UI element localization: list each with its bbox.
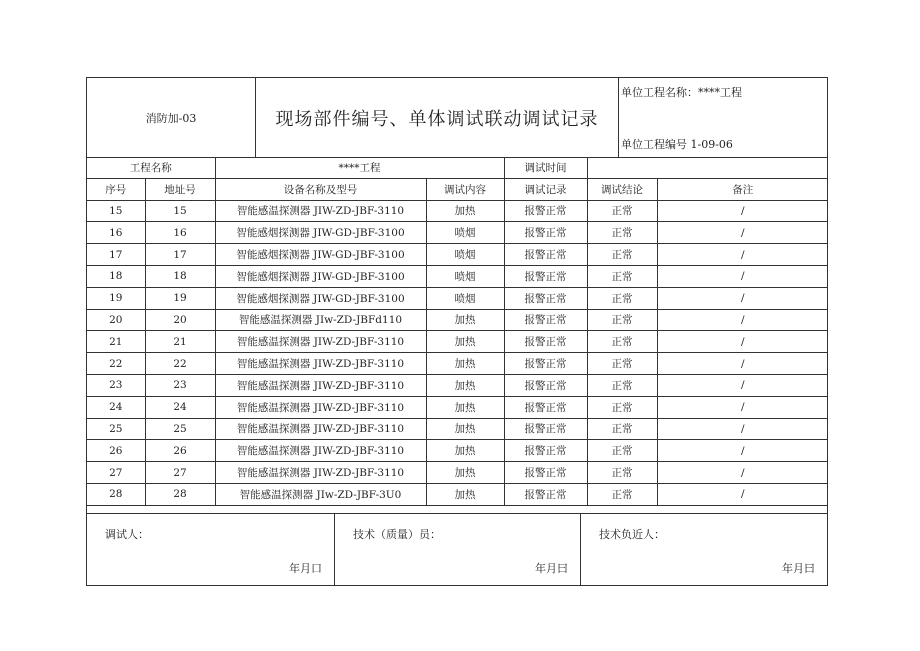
cell-record: 报警正常 — [504, 265, 587, 287]
tech-quality-date: 年月曰 — [535, 562, 568, 575]
cell-remark: / — [657, 200, 828, 222]
cell-conclusion: 正常 — [587, 222, 657, 244]
cell-remark: / — [657, 396, 828, 418]
unit-info — [619, 78, 827, 157]
cell-conclusion: 正常 — [587, 374, 657, 396]
project-name-value: ****工程 — [215, 157, 504, 178]
table-row — [87, 440, 828, 462]
form-title: 现场部件编号、单体调试联动调试记录 — [256, 78, 619, 157]
cell-seq: 20 — [87, 309, 145, 331]
cell-record: 报警正常 — [504, 418, 587, 440]
project-row — [87, 157, 828, 178]
cell-content: 加热 — [426, 200, 504, 222]
cell-conclusion: 正常 — [587, 331, 657, 353]
cell-content: 加热 — [426, 353, 504, 375]
table-row — [87, 331, 828, 353]
tech-lead-label: 技术负近人： — [599, 528, 665, 541]
cell-device: 智能感温探测器 JIw-ZD-JBFd110 — [215, 309, 426, 331]
col-header-seq: 序号 — [87, 178, 145, 200]
col-header-record: 调试记录 — [504, 178, 587, 200]
cell-conclusion: 正常 — [587, 440, 657, 462]
cell-seq: 18 — [87, 265, 145, 287]
col-header-remark: 备注 — [657, 178, 828, 200]
cell-content: 喷烟 — [426, 244, 504, 266]
record-form — [86, 77, 828, 586]
cell-seq: 16 — [87, 222, 145, 244]
cell-content: 喷烟 — [426, 265, 504, 287]
cell-remark: / — [657, 309, 828, 331]
cell-remark: / — [657, 440, 828, 462]
cell-device: 智能感温探测器 JIW-ZD-JBF-3110 — [215, 462, 426, 484]
cell-content: 加热 — [426, 309, 504, 331]
tester-signature — [87, 514, 335, 586]
cell-remark: / — [657, 265, 828, 287]
cell-seq: 17 — [87, 244, 145, 266]
cell-conclusion: 正常 — [587, 418, 657, 440]
cell-device: 智能感温探测器 JIw-ZD-JBF-3U0 — [215, 483, 426, 505]
cell-conclusion: 正常 — [587, 244, 657, 266]
cell-seq: 22 — [87, 353, 145, 375]
cell-content: 加热 — [426, 462, 504, 484]
table-row — [87, 462, 828, 484]
cell-record: 报警正常 — [504, 287, 587, 309]
project-name-label: 工程名称 — [87, 157, 215, 178]
cell-record: 报警正常 — [504, 222, 587, 244]
col-header-content: 调试内容 — [426, 178, 504, 200]
cell-conclusion: 正常 — [587, 462, 657, 484]
cell-record: 报警正常 — [504, 353, 587, 375]
cell-seq: 23 — [87, 374, 145, 396]
cell-address: 25 — [145, 418, 215, 440]
cell-content: 喷烟 — [426, 222, 504, 244]
cell-seq: 24 — [87, 396, 145, 418]
cell-device: 智能感温探测器 JIW-ZD-JBF-3110 — [215, 418, 426, 440]
table-row — [87, 200, 828, 222]
table-row — [87, 287, 828, 309]
unit-number: 单位工程编号 1-09-06 — [621, 138, 733, 151]
tester-date: 年月口 — [289, 562, 322, 575]
cell-record: 报警正常 — [504, 200, 587, 222]
cell-conclusion: 正常 — [587, 309, 657, 331]
cell-device: 智能感温探测器 JIW-ZD-JBF-3110 — [215, 374, 426, 396]
cell-device: 智能感温探测器 JIW-ZD-JBF-3110 — [215, 353, 426, 375]
cell-content: 加热 — [426, 440, 504, 462]
cell-seq: 26 — [87, 440, 145, 462]
col-header-device: 设备名称及型号 — [215, 178, 426, 200]
cell-address: 28 — [145, 483, 215, 505]
form-code: 消防加-03 — [87, 78, 256, 157]
cell-device: 智能感温探测器 JIW-ZD-JBF-3110 — [215, 200, 426, 222]
cell-record: 报警正常 — [504, 331, 587, 353]
cell-address: 23 — [145, 374, 215, 396]
cell-remark: / — [657, 374, 828, 396]
unit-name: 单位工程名称：****工程 — [621, 86, 742, 99]
cell-device: 智能感烟探测器 JIW-GD-JBF-3100 — [215, 222, 426, 244]
tech-quality-label: 技术（质量）员： — [353, 528, 441, 541]
cell-remark: / — [657, 462, 828, 484]
cell-seq: 19 — [87, 287, 145, 309]
cell-address: 16 — [145, 222, 215, 244]
test-time-label: 调试时间 — [504, 157, 587, 178]
tech-lead-date: 年月曰 — [782, 562, 815, 575]
cell-seq: 28 — [87, 483, 145, 505]
cell-address: 21 — [145, 331, 215, 353]
cell-conclusion: 正常 — [587, 287, 657, 309]
cell-address: 17 — [145, 244, 215, 266]
cell-device: 智能感温探测器 JIW-ZD-JBF-3110 — [215, 331, 426, 353]
cell-remark: / — [657, 483, 828, 505]
cell-address: 20 — [145, 309, 215, 331]
col-header-conclusion: 调试结论 — [587, 178, 657, 200]
cell-device: 智能感温探测器 JIW-ZD-JBF-3110 — [215, 440, 426, 462]
cell-remark: / — [657, 331, 828, 353]
cell-address: 15 — [145, 200, 215, 222]
table-row — [87, 222, 828, 244]
cell-seq: 25 — [87, 418, 145, 440]
table-row — [87, 353, 828, 375]
cell-seq: 15 — [87, 200, 145, 222]
cell-device: 智能感烟探测器 JIW-GD-JBF-3100 — [215, 244, 426, 266]
cell-record: 报警正常 — [504, 396, 587, 418]
cell-address: 18 — [145, 265, 215, 287]
cell-record: 报警正常 — [504, 440, 587, 462]
cell-address: 22 — [145, 353, 215, 375]
table-row — [87, 483, 828, 505]
form-header — [87, 78, 827, 158]
table-row — [87, 244, 828, 266]
table-row — [87, 265, 828, 287]
cell-content: 加热 — [426, 396, 504, 418]
tech-lead-signature — [581, 514, 827, 586]
test-time-value — [587, 157, 828, 178]
cell-record: 报警正常 — [504, 309, 587, 331]
cell-record: 报警正常 — [504, 244, 587, 266]
table-row — [87, 396, 828, 418]
cell-conclusion: 正常 — [587, 483, 657, 505]
cell-remark: / — [657, 222, 828, 244]
tech-quality-signature — [335, 514, 581, 586]
cell-remark: / — [657, 418, 828, 440]
col-header-address: 地址号 — [145, 178, 215, 200]
table-row — [87, 418, 828, 440]
table-row — [87, 374, 828, 396]
cell-address: 26 — [145, 440, 215, 462]
cell-record: 报警正常 — [504, 462, 587, 484]
cell-conclusion: 正常 — [587, 200, 657, 222]
cell-address: 19 — [145, 287, 215, 309]
cell-content: 加热 — [426, 483, 504, 505]
tester-label: 调试人： — [105, 528, 149, 541]
signature-area — [87, 513, 827, 586]
cell-seq: 27 — [87, 462, 145, 484]
cell-address: 27 — [145, 462, 215, 484]
cell-content: 加热 — [426, 331, 504, 353]
cell-record: 报警正常 — [504, 483, 587, 505]
cell-remark: / — [657, 287, 828, 309]
cell-conclusion: 正常 — [587, 396, 657, 418]
cell-conclusion: 正常 — [587, 353, 657, 375]
cell-device: 智能感烟探测器 JIW-GD-JBF-3100 — [215, 265, 426, 287]
cell-record: 报警正常 — [504, 374, 587, 396]
record-table — [87, 157, 828, 506]
cell-seq: 21 — [87, 331, 145, 353]
cell-content: 加热 — [426, 374, 504, 396]
cell-conclusion: 正常 — [587, 265, 657, 287]
cell-address: 24 — [145, 396, 215, 418]
cell-device: 智能感温探测器 JIW-ZD-JBF-3110 — [215, 396, 426, 418]
cell-remark: / — [657, 244, 828, 266]
cell-content: 加热 — [426, 418, 504, 440]
table-row — [87, 309, 828, 331]
cell-remark: / — [657, 353, 828, 375]
cell-content: 喷烟 — [426, 287, 504, 309]
column-header-row — [87, 178, 828, 200]
cell-device: 智能感烟探测器 JIW-GD-JBF-3100 — [215, 287, 426, 309]
